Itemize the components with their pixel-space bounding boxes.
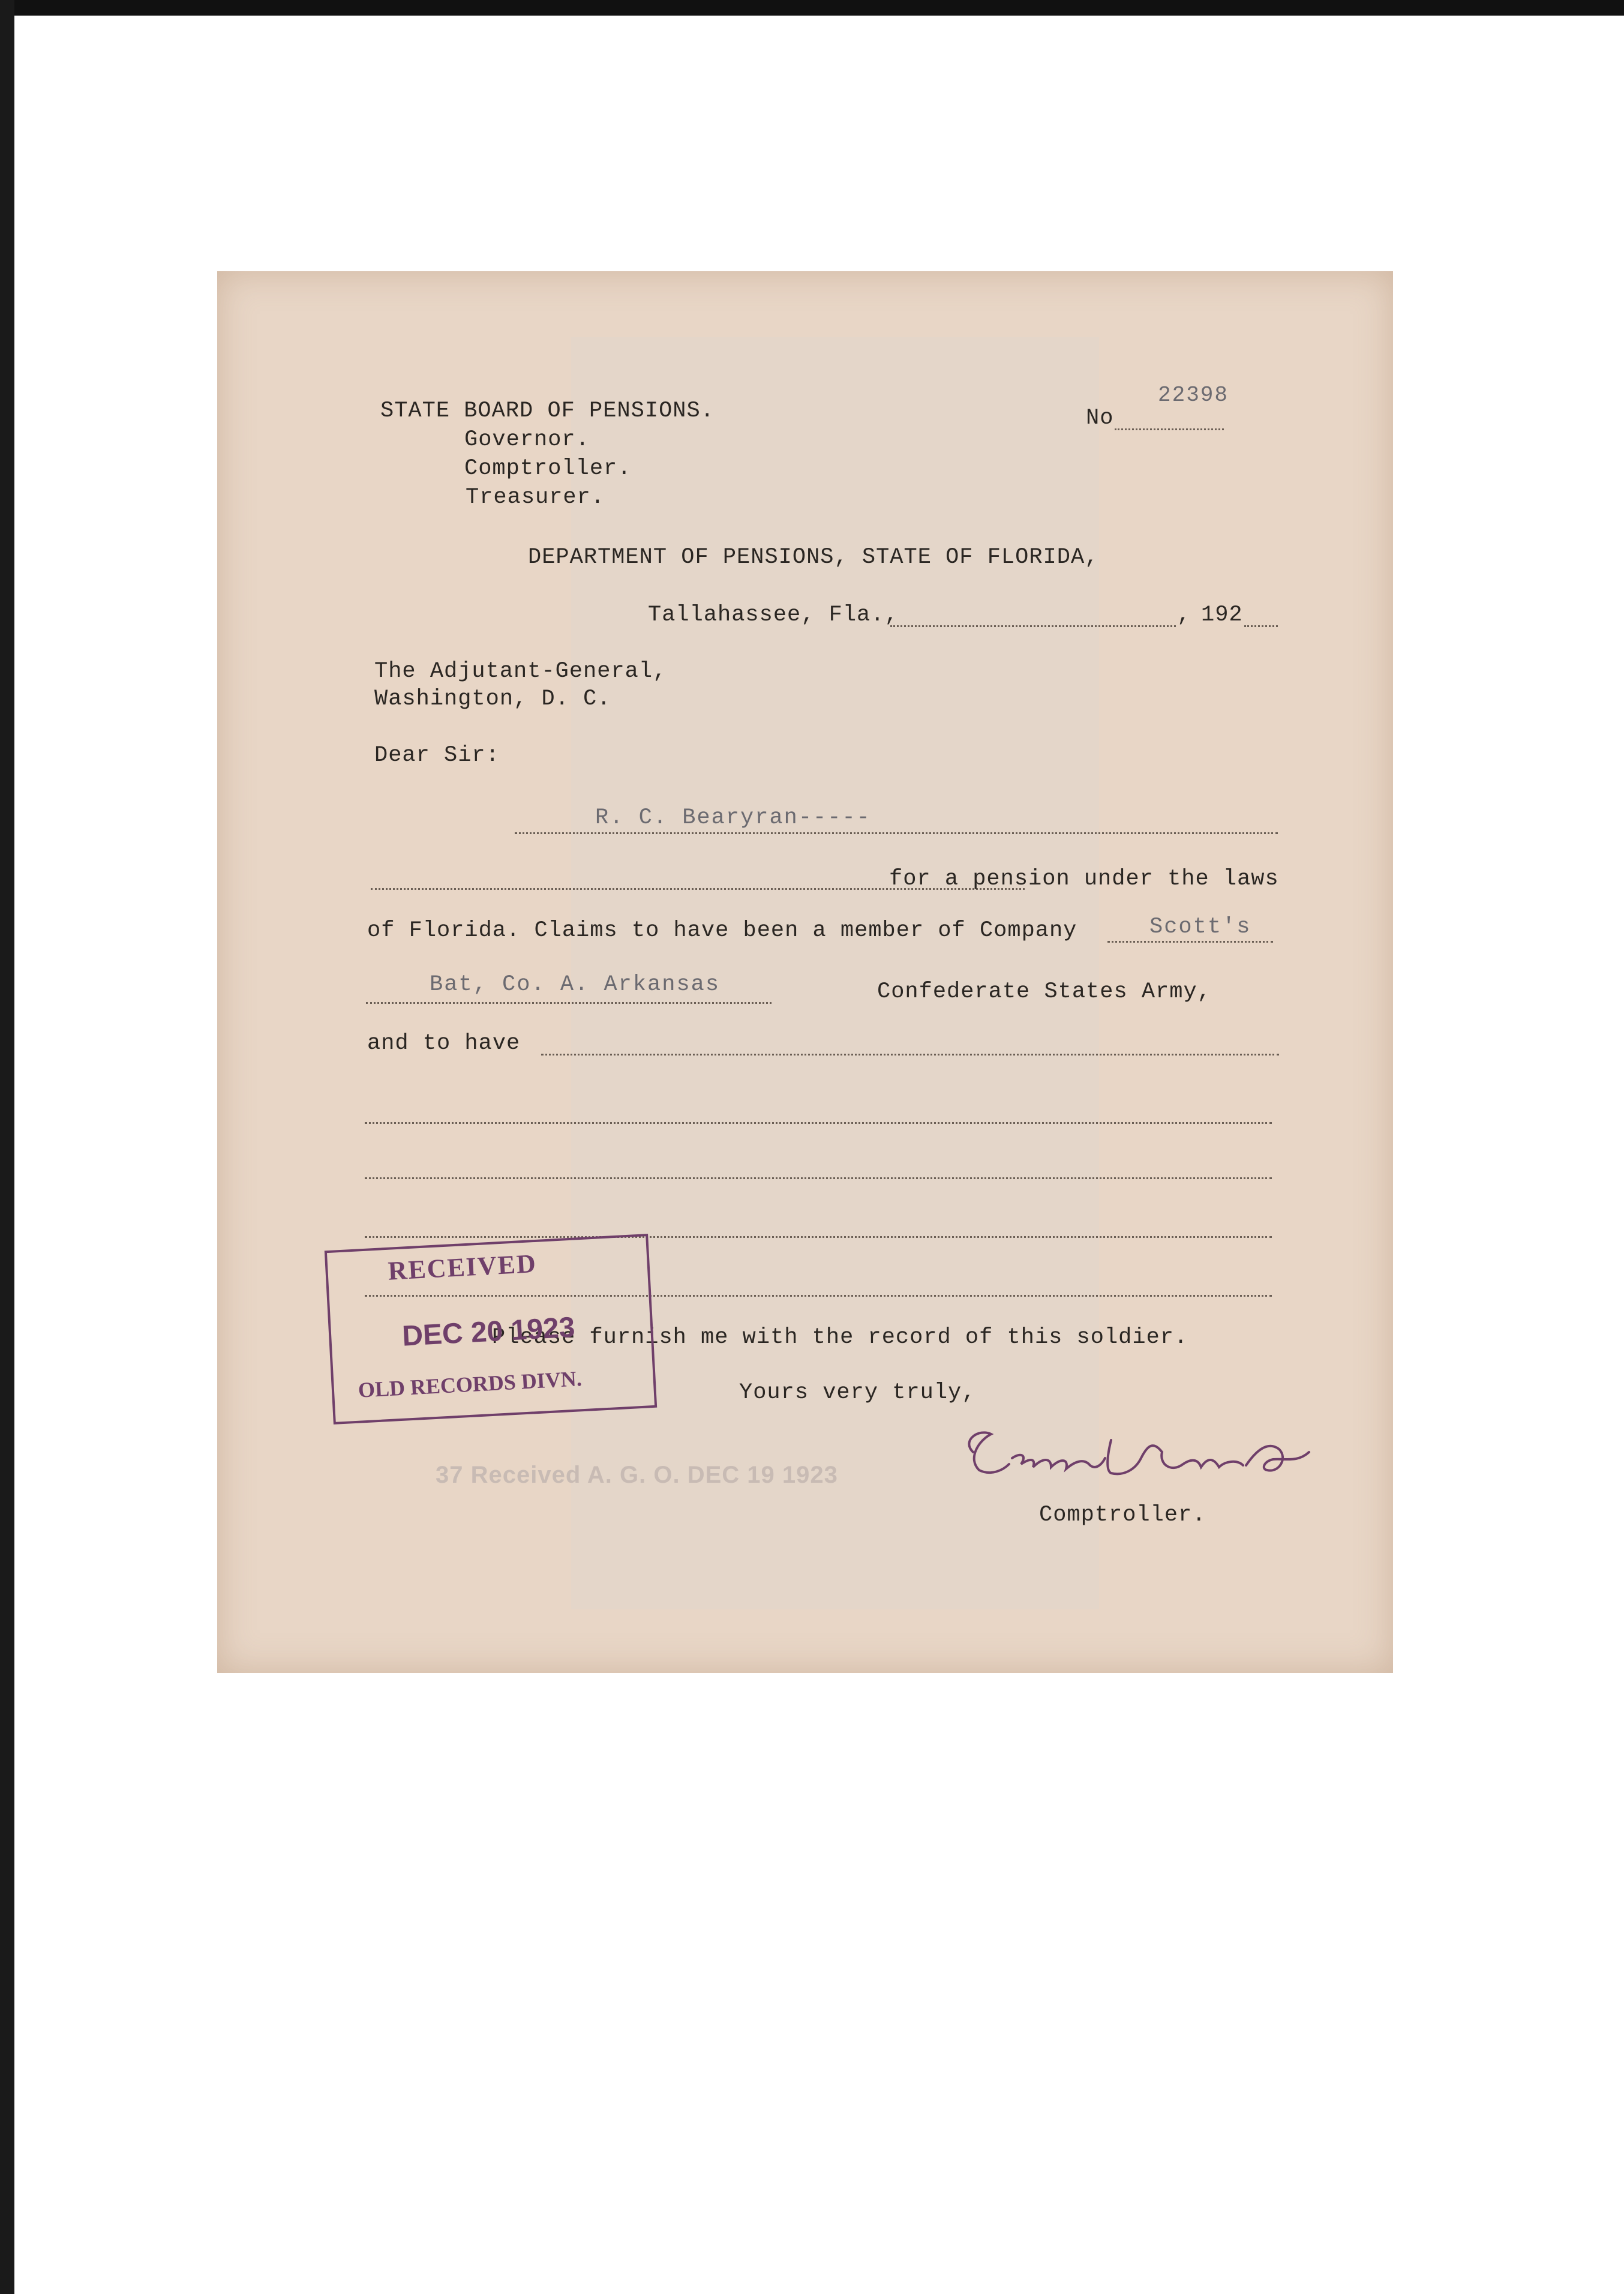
date-line (890, 625, 1176, 627)
army-text: Confederate States Army, (877, 979, 1211, 1004)
ago-received-stamp: 37 Received A. G. O. DEC 19 1923 (436, 1462, 838, 1488)
date-comma: , (1177, 602, 1191, 628)
scan-border-left (0, 0, 14, 2294)
place-text: Tallahassee, Fla., (648, 602, 899, 628)
addressee-line2: Washington, D. C. (374, 686, 611, 712)
document-number: 22398 (1158, 383, 1229, 407)
comptroller-title: Comptroller. (1039, 1503, 1206, 1528)
year-line (1244, 625, 1278, 627)
and-to-have-text: and to have (367, 1031, 521, 1056)
addressee-line1: The Adjutant-General, (374, 659, 667, 684)
company-line (1107, 941, 1273, 943)
service-line-4 (365, 1236, 1272, 1238)
department-heading: DEPARTMENT OF PENSIONS, STATE OF FLORIDA, (528, 545, 1099, 570)
florida-claim-text: of Florida. Claims to have been a member of Company (367, 918, 1077, 943)
scan-border-top (0, 0, 1624, 16)
service-line-1 (541, 1054, 1279, 1055)
number-line (1115, 428, 1224, 430)
number-label: No (1086, 406, 1114, 431)
year-prefix: 192 (1201, 602, 1243, 628)
service-line-3 (365, 1177, 1272, 1179)
board-title: STATE BOARD OF PENSIONS. (380, 398, 715, 424)
member-treasurer: Treasurer. (466, 485, 605, 510)
received-stamp-division: OLD RECORDS DIVN. (357, 1366, 583, 1402)
company-value-cont: Bat, Co. A. Arkansas (430, 972, 721, 997)
member-comptroller: Comptroller. (464, 456, 632, 481)
received-stamp-title: RECEIVED (387, 1248, 538, 1286)
service-line-2 (365, 1122, 1272, 1124)
applicant-name: R. C. Bearyran----- (595, 805, 871, 830)
company-value: Scott's (1149, 914, 1251, 940)
pension-text: for a pension under the laws (889, 866, 1279, 892)
received-stamp (325, 1234, 657, 1425)
closing-text: Yours very truly, (739, 1380, 976, 1405)
salutation: Dear Sir: (374, 743, 500, 768)
received-stamp-date: DEC 20 1923 (401, 1311, 576, 1353)
comptroller-signature (955, 1416, 1327, 1497)
company-line-2 (366, 1002, 772, 1004)
request-text: Please furnish me with the record of this soldier. (492, 1325, 1188, 1350)
member-governor: Governor. (464, 427, 590, 452)
applicant-line (515, 832, 1278, 834)
